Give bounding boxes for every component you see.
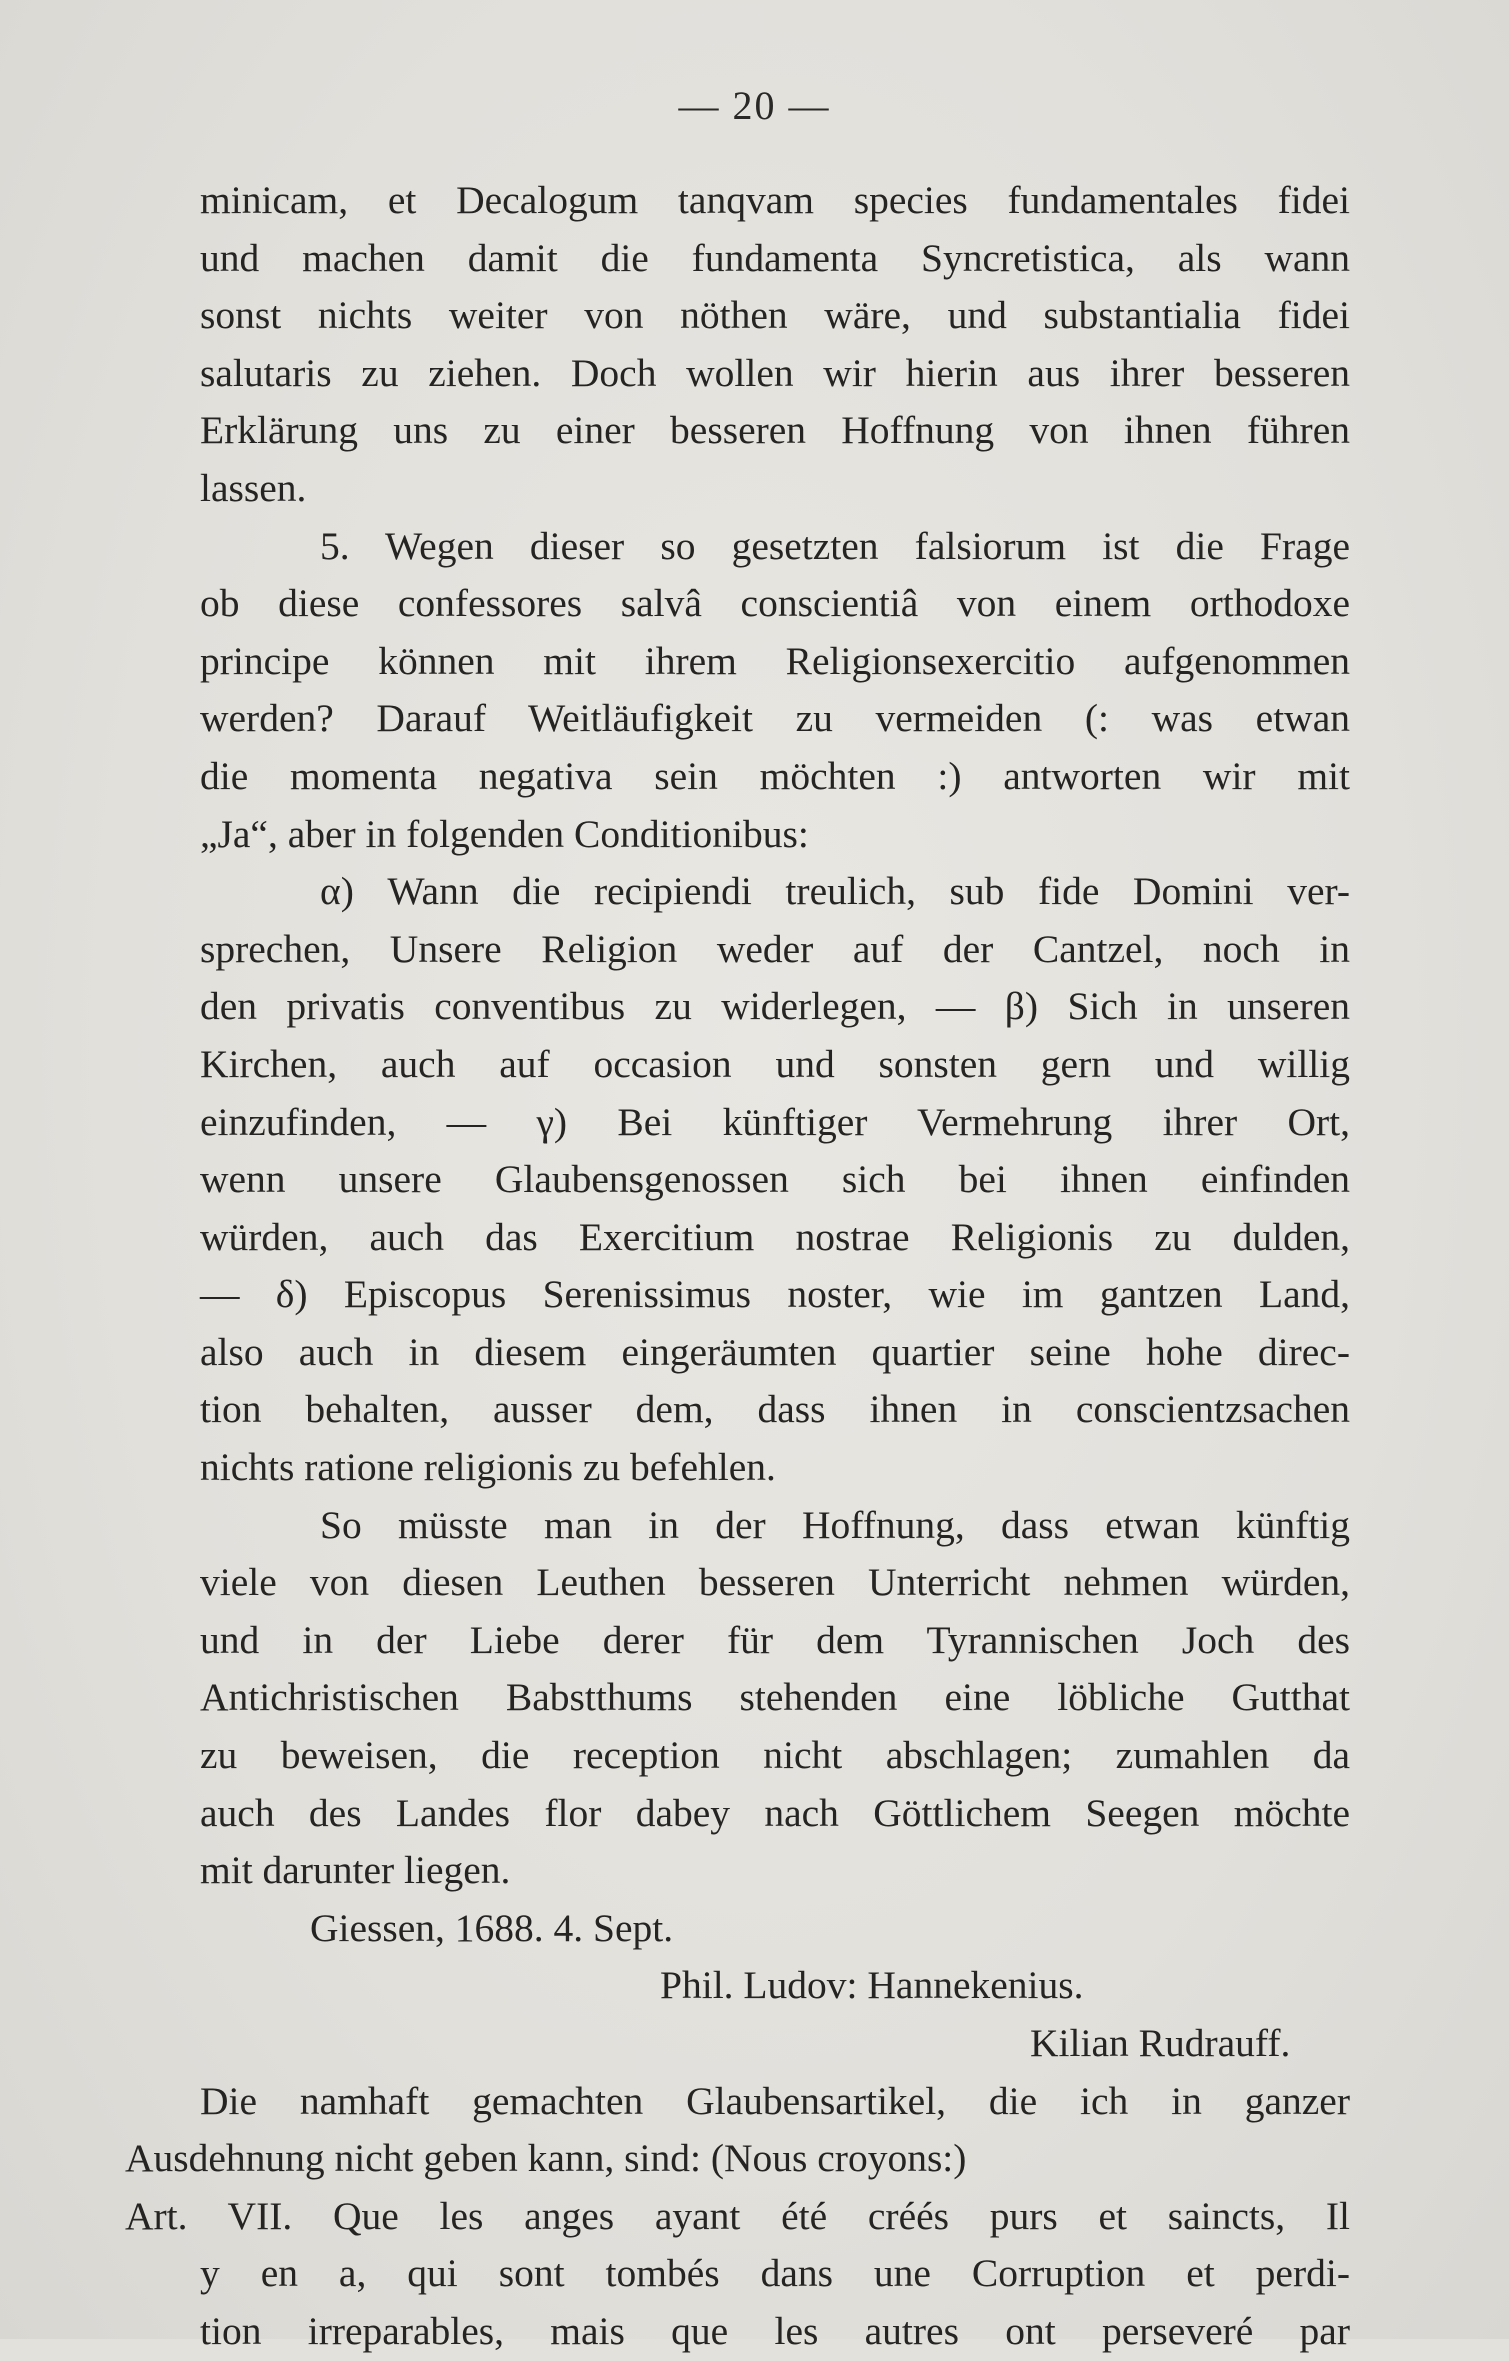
- condition-alpha-line: α) Wann die recipiendi treulich, sub fide Domini ver-: [320, 869, 1350, 914]
- text-line: ob diese confessores salvâ conscientiâ von einem orthodoxe: [200, 581, 1350, 626]
- text-line: Die namhaft gemachten Glaubensartikel, die ich in ganzer: [200, 2078, 1350, 2123]
- text-line: und in der Liebe derer für dem Tyrannischen Joch des: [200, 1617, 1350, 1662]
- text-line: Erklärung uns zu einer besseren Hoffnung von ihnen führen: [200, 408, 1350, 453]
- text-line: und machen damit die fundamenta Syncretistica, als wann: [200, 235, 1350, 280]
- text-line: lassen.: [200, 465, 307, 510]
- text-line: zu beweisen, die reception nicht abschlagen; zumahlen da: [200, 1733, 1350, 1778]
- text-line: sonst nichts weiter von nöthen wäre, und substantialia fidei: [200, 293, 1350, 338]
- text-line: auch des Landes flor dabey nach Göttlichem Seegen möchte: [200, 1790, 1350, 1835]
- date-line: Giessen, 1688. 4. Sept.: [310, 1905, 674, 1950]
- text-line: principe können mit ihrem Religionsexercitio aufgenommen: [200, 638, 1350, 683]
- text-line: „Ja“, aber in folgenden Conditionibus:: [200, 811, 809, 856]
- text-line: tion irreparables, mais que les autres ont perseveré par: [200, 2308, 1350, 2353]
- condition-beta-line: den privatis conventibus zu widerlegen, — β) Sich in unseren: [200, 984, 1350, 1029]
- text-line: y en a, qui sont tombés dans une Corruption et perdi-: [200, 2251, 1350, 2296]
- text-line: nichts ratione religionis zu befehlen.: [200, 1445, 776, 1490]
- text-line: minicam, et Decalogum tanqvam species fundamentales fidei: [200, 178, 1350, 222]
- text-line: mit darunter liegen.: [200, 1848, 511, 1893]
- condition-gamma-line: einzufinden, — γ) Bei künftiger Vermehrung ihrer Ort,: [200, 1099, 1350, 1144]
- text-line: also auch in diesem eingeräumten quartier seine hohe direc-: [200, 1329, 1350, 1374]
- document-body: [125, 172, 1350, 2361]
- text-line: die momenta negativa sein möchten :) antworten wir mit: [200, 753, 1350, 798]
- text-line: Antichristischen Babstthums stehenden eine löbliche Gutthat: [200, 1675, 1350, 1720]
- text-line: wenn unsere Glaubensgenossen sich bei ihnen einfinden: [200, 1157, 1350, 1202]
- text-line: tion behalten, ausser dem, dass ihnen in conscientzsachen: [200, 1387, 1350, 1432]
- article-heading-line: Art. VII. Que les anges ayant été créés purs et saincts, Il: [125, 2193, 1350, 2238]
- condition-delta-line: — δ) Episcopus Serenissimus noster, wie im gantzen Land,: [200, 1272, 1350, 1317]
- page-number: — 20 —: [678, 83, 831, 128]
- text-line: salutaris zu ziehen. Doch wollen wir hierin aus ihrer besseren: [200, 350, 1350, 395]
- signature-rudrauff: Kilian Rudrauff.: [1030, 2021, 1291, 2065]
- text-line: Ausdehnung nicht geben kann, sind: (Nous croyons:): [125, 2136, 967, 2181]
- paragraph-start: 5. Wegen dieser so gesetzten falsiorum ist die Frage: [320, 523, 1350, 568]
- text-line: Kirchen, auch auf occasion und sonsten gern und willig: [200, 1041, 1350, 1086]
- paragraph-start: So müsste man in der Hoffnung, dass etwan künftig: [320, 1502, 1350, 1547]
- signature-hannekenius: Phil. Ludov: Hannekenius.: [660, 1963, 1084, 2008]
- text-line: sprechen, Unsere Religion weder auf der Cantzel, noch in: [200, 926, 1350, 971]
- text-line: viele von diesen Leuthen besseren Unterricht nehmen würden,: [200, 1560, 1350, 1605]
- text-line: würden, auch das Exercitium nostrae Religionis zu dulden,: [200, 1214, 1350, 1259]
- text-line: werden? Darauf Weitläufigkeit zu vermeiden (: was etwan: [200, 696, 1350, 741]
